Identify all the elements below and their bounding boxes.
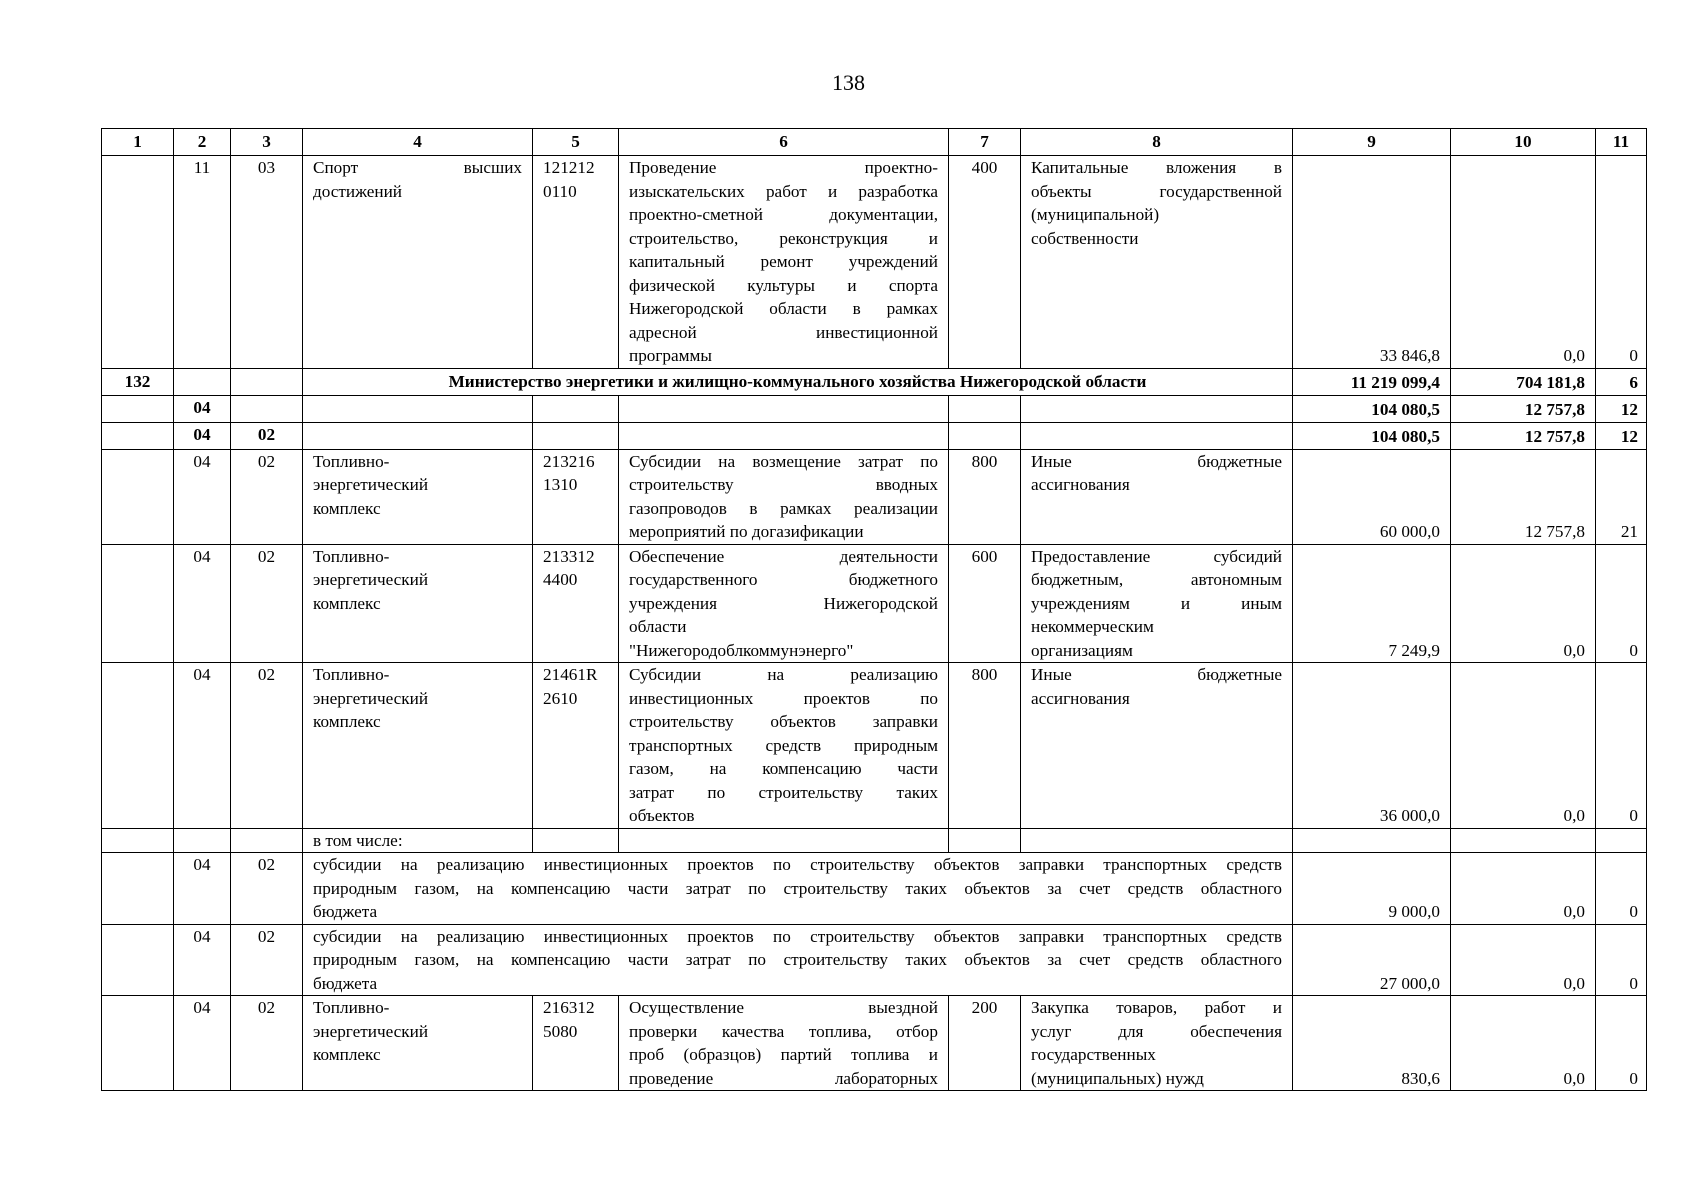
subsection-code: 02 (231, 663, 303, 829)
item-purpose: Субсидии на реализацию инвестиционных проектов по строительству объектов заправки транспортных средств природным газом, на компенсацию части затрат по строительству таких объектов (619, 663, 949, 829)
item-purpose: Осуществление выездной проверки качества топлива, отбор проб (образцов) партий топлива и проведение лабораторных (619, 996, 949, 1091)
budget-table (101, 128, 1647, 1091)
table-row-energo (102, 544, 1647, 663)
value-col9: 830,6 (1293, 996, 1451, 1091)
item-name: Топливно- энергетический комплекс (303, 544, 533, 663)
expense-type-name: Капитальные вложения в объекты государственной (муниципальной) собственности (1021, 156, 1293, 369)
value-col10: 0,0 (1451, 853, 1596, 925)
subsection-code: 02 (231, 449, 303, 544)
value-col9: 11 219 099,4 (1293, 368, 1451, 395)
ministry-number: 132 (102, 368, 174, 395)
value-col11: 0 (1596, 853, 1647, 925)
table-row-subsidy-1 (102, 853, 1647, 925)
value-col9: 33 846,8 (1293, 156, 1451, 369)
value-col9: 9 000,0 (1293, 853, 1451, 925)
value-col11: 12 (1596, 422, 1647, 449)
item-purpose: Проведение проектно- изыскательских работ и разработка проектно-сметной документации, строительство, реконструкция и капитальный ремонт учреждений физической культуры и спорта Нижегородской области в рамках адресной инвестиционной программы (619, 156, 949, 369)
subsidy-description: субсидии на реализацию инвестиционных проектов по строительству объектов заправки транспортных средств природным газом, на компенсацию части затрат по строительству таких объектов за счет средств областного бюджета (303, 853, 1293, 925)
section-code: 04 (174, 996, 231, 1091)
section-code: 04 (174, 395, 231, 422)
table-row-fuel (102, 996, 1647, 1091)
subsection-code: 02 (231, 422, 303, 449)
section-code: 04 (174, 449, 231, 544)
target-code: 213216 1310 (533, 449, 619, 544)
expense-type-name: Иные бюджетные ассигнования (1021, 663, 1293, 829)
item-name: Топливно- энергетический комплекс (303, 996, 533, 1091)
expense-type: 600 (949, 544, 1021, 663)
header-cell: 3 (231, 129, 303, 156)
header-cell: 6 (619, 129, 949, 156)
table-row-sport (102, 156, 1647, 369)
expense-type-name: Закупка товаров, работ и услуг для обеспечения государственных (муниципальных) нужд (1021, 996, 1293, 1091)
including-label: в том числе: (303, 828, 533, 853)
value-col9: 27 000,0 (1293, 924, 1451, 996)
value-col9: 104 080,5 (1293, 395, 1451, 422)
item-purpose: Обеспечение деятельности государственного бюджетного учреждения Нижегородской области "Нижегородоблкоммунэнерго" (619, 544, 949, 663)
expense-type: 800 (949, 663, 1021, 829)
value-col9: 7 249,9 (1293, 544, 1451, 663)
value-col10: 12 757,8 (1451, 449, 1596, 544)
header-cell: 10 (1451, 129, 1596, 156)
table-row-ministry (102, 368, 1647, 395)
ministry-title: Министерство энергетики и жилищно-коммунального хозяйства Нижегородской области (303, 368, 1293, 395)
header-cell: 1 (102, 129, 174, 156)
subsidy-description: субсидии на реализацию инвестиционных проектов по строительству объектов заправки транспортных средств природным газом, на компенсацию части затрат по строительству таких объектов за счет средств областного бюджета (303, 924, 1293, 996)
header-cell: 7 (949, 129, 1021, 156)
value-col10: 0,0 (1451, 544, 1596, 663)
value-col10: 12 757,8 (1451, 422, 1596, 449)
subsection-code: 02 (231, 544, 303, 663)
subsection-code: 02 (231, 996, 303, 1091)
value-col11: 0 (1596, 663, 1647, 829)
target-code: 216312 5080 (533, 996, 619, 1091)
item-name: Спорт высших достижений (303, 156, 533, 369)
subsection-code: 03 (231, 156, 303, 369)
header-cell: 2 (174, 129, 231, 156)
subsection-code: 02 (231, 924, 303, 996)
header-cell: 8 (1021, 129, 1293, 156)
table-row-gas (102, 449, 1647, 544)
target-code: 21461R 2610 (533, 663, 619, 829)
value-col11: 0 (1596, 924, 1647, 996)
value-col10: 0,0 (1451, 663, 1596, 829)
value-col10: 0,0 (1451, 996, 1596, 1091)
section-code: 04 (174, 422, 231, 449)
header-cell: 9 (1293, 129, 1451, 156)
value-col11: 0 (1596, 996, 1647, 1091)
header-cell: 4 (303, 129, 533, 156)
value-col9: 36 000,0 (1293, 663, 1451, 829)
target-code: 121212 0110 (533, 156, 619, 369)
section-code: 04 (174, 663, 231, 829)
header-cell: 11 (1596, 129, 1647, 156)
item-name: Топливно- энергетический комплекс (303, 449, 533, 544)
value-col11: 12 (1596, 395, 1647, 422)
table-row-total-04 (102, 395, 1647, 422)
value-col11: 0 (1596, 156, 1647, 369)
value-col11: 6 (1596, 368, 1647, 395)
table-row-including (102, 828, 1647, 853)
target-code: 213312 4400 (533, 544, 619, 663)
header-cell: 5 (533, 129, 619, 156)
value-col9: 104 080,5 (1293, 422, 1451, 449)
value-col10: 12 757,8 (1451, 395, 1596, 422)
value-col11: 0 (1596, 544, 1647, 663)
section-code: 04 (174, 544, 231, 663)
section-code: 04 (174, 924, 231, 996)
value-col10: 704 181,8 (1451, 368, 1596, 395)
expense-type: 200 (949, 996, 1021, 1091)
expense-type-name: Предоставление субсидий бюджетным, автономным учреждениям и иным некоммерческим организациям (1021, 544, 1293, 663)
header-row (102, 129, 1647, 156)
value-col10: 0,0 (1451, 924, 1596, 996)
value-col11: 21 (1596, 449, 1647, 544)
page-number: 138 (832, 70, 865, 95)
expense-type-name: Иные бюджетные ассигнования (1021, 449, 1293, 544)
section-code: 11 (174, 156, 231, 369)
value-col9: 60 000,0 (1293, 449, 1451, 544)
table-row-total-0402 (102, 422, 1647, 449)
item-purpose: Субсидии на возмещение затрат по строительству вводных газопроводов в рамках реализации мероприятий по догазификации (619, 449, 949, 544)
table-row-stations (102, 663, 1647, 829)
section-code: 04 (174, 853, 231, 925)
item-name: Топливно- энергетический комплекс (303, 663, 533, 829)
expense-type: 400 (949, 156, 1021, 369)
value-col10: 0,0 (1451, 156, 1596, 369)
expense-type: 800 (949, 449, 1021, 544)
table-row-subsidy-2 (102, 924, 1647, 996)
subsection-code: 02 (231, 853, 303, 925)
